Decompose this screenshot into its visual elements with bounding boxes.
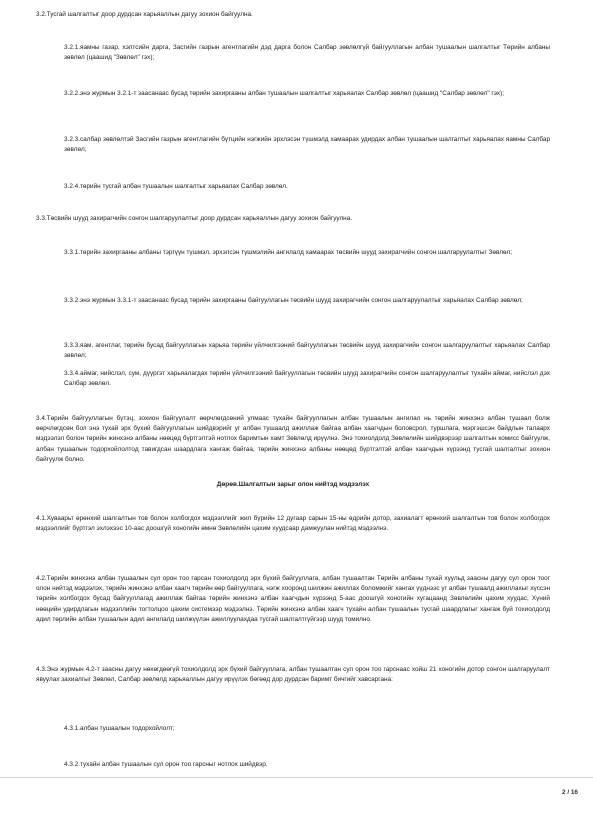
paragraph-4-3-1: 4.3.1.албан тушаалын тодорхойлолт; xyxy=(64,725,175,732)
page-number: 2 / 16 xyxy=(562,789,578,796)
paragraph-3-2-2: 3.2.2.энэ журмын 3.2.1-т заасанаас бусад төрийн захиргааны албан тушаалын шалгалтыг харьяалах Салбар зөвлөл (цаашид "Салбар зөвлөл" гэх); xyxy=(64,90,505,97)
paragraph-3-2: 3.2.Тусгай шалгалтыг доор дурдсан харьяаллын дагуу зохион байгуулна. xyxy=(36,11,253,18)
footer-divider xyxy=(0,777,593,778)
paragraph-3-3-2: 3.3.2.энэ журмын 3.3.1-т заасанаас бусад төрийн захиргааны байгууллагын төсвийн шууд захирагчийн сонгон шалгаруулалтыг харьяалах Салбар зөвлөл; xyxy=(64,297,523,304)
paragraph-3-3: 3.3.Төсвийн шууд захирагчийн сонгон шалгаруулалтыг доор дурдсан харьяаллын дагуу зохион байгуулна. xyxy=(36,215,353,222)
paragraph-3-4: 3.4.Төрийн байгууллагын бүтэц, зохион байгуулалт өөрчлөгдсөний улмаас тухайн байгууллагын албан тушаалын ангилал нь төрийн жинхэнэ албан тушаал болж өөрчлөгдсөн бол энэ тухай эрх бүхий байгууллагын шийдвэрийг уг албан тушаалд ажиллаж байгаа албан хаагчдын боловсрол, туршлага, мэргэшсэн байдлын талаарх мэдээлэл болон төрийн жинхэнэ албаны нөөцөд бүртгэлтэй нотлох баримтын хамт Зөвлөлд ирүүлнэ. Энэ тохиолдолд Зөвлөлийн шийдвэрээр шалгалтын комисс байгуулж, албан тушаалын тодорхойлолтод тавигдсан шаардлага хангаж байгаа, төрийн жинхэнэ албаны нөөцөд бүртгэлтэй албан хаагчдын хүрээнд тусгай шалгалтыг зохион байгуулж болно. xyxy=(36,415,550,463)
paragraph-4-2: 4.2.Төрийн жинхэнэ албан тушаалын сул орон тоо гарсан тохиолдолд эрх бүхий байгууллага, албан тушаалтан Төрийн албаны тухай хуульд заасны дагуу сул орон тоог олон нийтэд мэдээлэх, төрийн жинхэнэ албан хаагч төрийн өөр байгууллага, нэгж хооронд шилжин ажиллах боломжийг хангах үүднээс уг албан тушаалд ажиллахыг хүссэн төрийн холбогдох бусад байгууллагад ажиллаж байгаа төрийн жинхэнэ албан хаагчдын хүрээнд 5-аас доошгүй хоногийн хугацаанд Зөвлөлийн цахим хуудас, Хүний нөөцийн удирдлагын мэдээллийн тогтолцоо цахим системээр мэдээлнэ. Төрийн жинхэнэ албан хаагч тухайн албан тушаалын тусгай шаардлагыг хангаж буй тохиолдолд адил төрлийн албан тушаалын адил ангилалд шилжүүлэн ажиллуулахдаа тусгай шалгалтгүйгээр шууд томилно. xyxy=(36,575,550,623)
paragraph-4-3: 4.3.Энэ журмын 4.2-т заасны дагуу нөхөгдөөгүй тохиолдолд эрх бүхий байгууллага, албан тушаалтан сул орон тоо гарснаас хойш 21 хоногийн дотор сонгон шалгаруулалт явуулах захиалгыг Зөвлөл, Салбар зөвлөлд харьяаллын дагуу ирүүлэх бөгөөд дор дурдсан баримт бичгийг хавсаргана: xyxy=(36,666,550,684)
paragraph-4-3-2: 4.3.2.тухайн албан тушаалын сул орон тоо гарсныг нотлох шийдвэр. xyxy=(64,761,268,768)
paragraph-3-3-1: 3.3.1.төрийн захиргааны албаны тэргүүн түшмэл, эрхэлсэн түшмэлийн ангилалд хамаарах төсвийн шууд захирагчийн сонгон шалгаруулалтыг Зөвлөл; xyxy=(64,249,513,256)
paragraph-4-1: 4.1.Хуваарьт өрөнхий шалгалтын тов болон холбогдох мэдээллийг жил бүрийн 12 дугаар сарын 15-ны өдрийн дотор, захиалагт өрөнхий шалгалтын тов болон холбогдох мэдээллийг бүртгэл эхлэхээс 10-аас доошгүй хоногийн өмнө Зөвлөлийн цахим хуудсаар дамжуулан нийтэд мэдээлнэ. xyxy=(36,515,550,533)
paragraph-3-3-3: 3.3.3.яам, агентлаг, төрийн бусад байгууллагын харьяа төрийн үйлчилгээний байгууллагын төсвийн шууд захирагчийн сонгон шалгаруулалтыг харьяалах Салбар зөвлөл; xyxy=(64,342,550,360)
paragraph-3-3-4: 3.3.4.аймаг, нийслэл, сум, дүүргэт харьяалагдах төрийн үйлчилгээний байгууллагын төсвийн шууд захирагчийн сонгон шалгаруулалтыг тухайн аймаг, нийслэл дэх Салбар зөвлөл. xyxy=(64,370,550,388)
paragraph-3-2-1: 3.2.1.яамны газар, хэлтсийн дарга, Засгийн газрын агентлагийн дэд дарга болон Салбар зөвлөлгүй байгууллагын албан тушаалын шалгалтыг Төрийн албаны зөвлөл (цаашид "Зөвлөл" гэх); xyxy=(64,44,550,62)
paragraph-3-2-3: 3.2.3.салбар зөвлөлтэй Засгийн газрын агентлагийн бүтцийн нэгжийн эрхлэсэн түшмэлд хамаарах удирдах албан тушаалын шалгалтыг харьяалах яамны Салбар зөвлөл; xyxy=(64,136,550,154)
section-heading: Дөрөв.Шалгалтын зарыг олон нийтэд мэдээлэх xyxy=(216,481,370,488)
paragraph-3-2-4: 3.2.4.төрийн тусгай албан тушаалын шалгалтыг харьяалах Салбар зөвлөл. xyxy=(64,183,288,190)
